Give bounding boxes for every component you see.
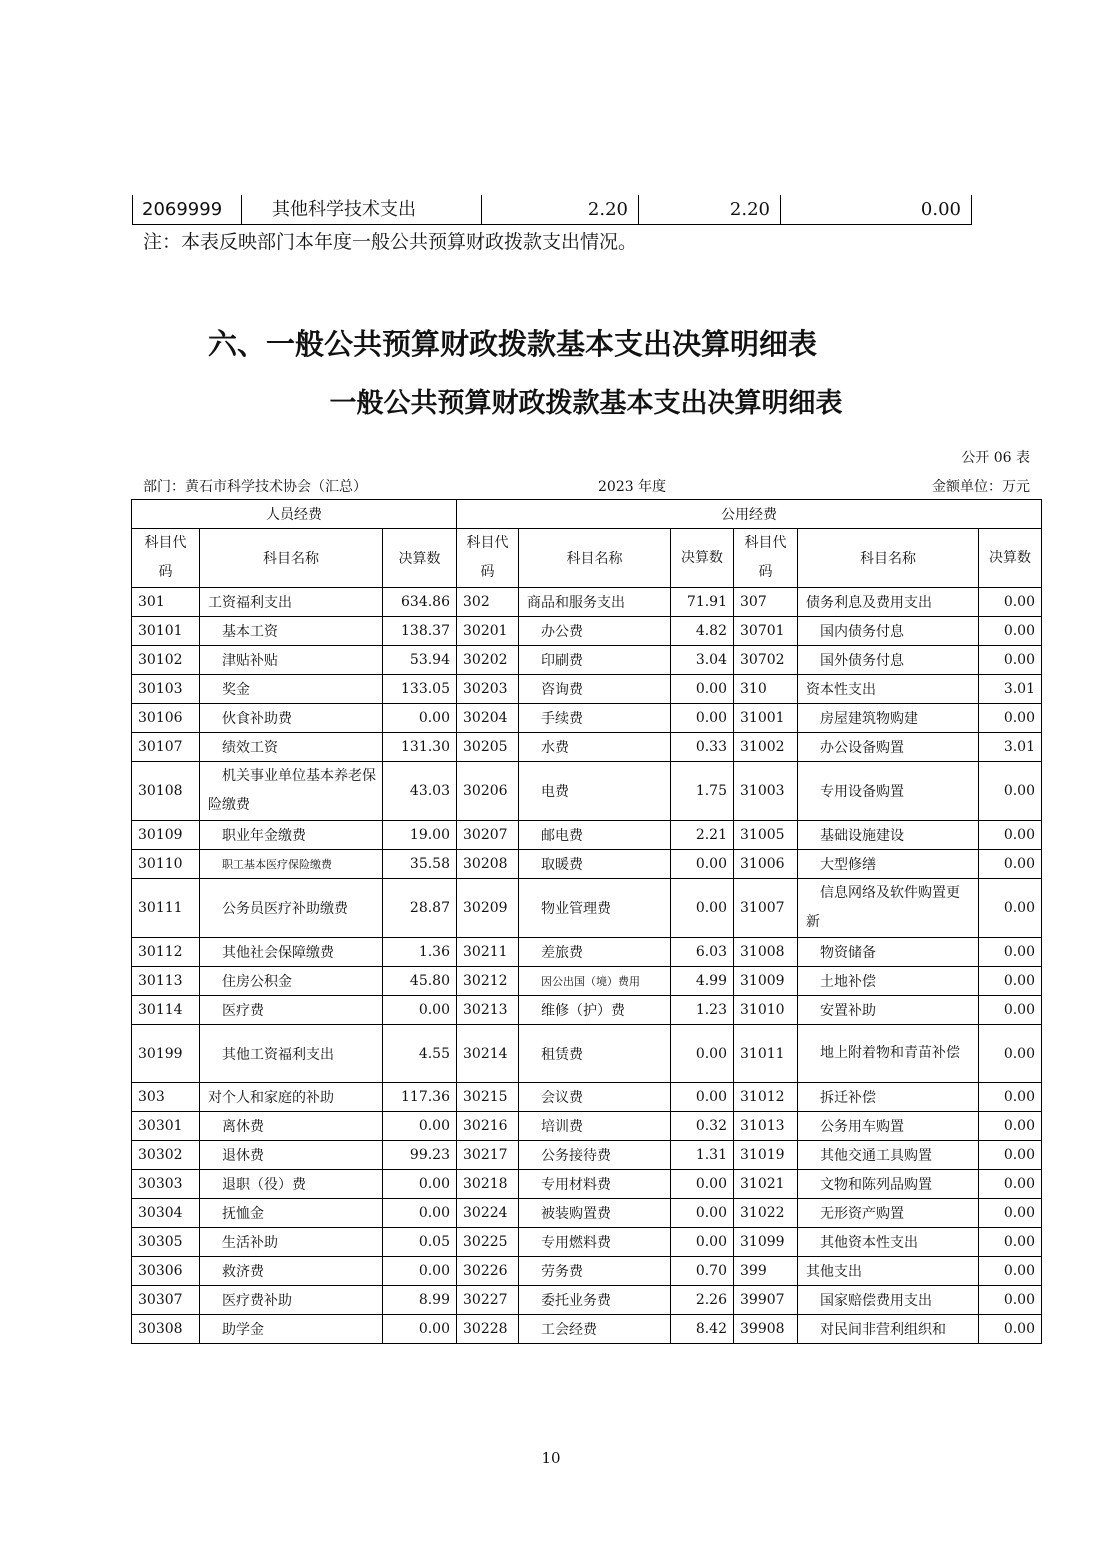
cell-code: 30209 bbox=[457, 879, 519, 938]
table-row bbox=[132, 1199, 1042, 1228]
cell-name: 印刷费 bbox=[519, 646, 671, 675]
cell-name: 租赁费 bbox=[519, 1025, 671, 1083]
continuation-value-1: 2.20 bbox=[482, 195, 639, 224]
cell-name: 其他社会保障缴费 bbox=[200, 938, 383, 967]
cell-amount: 71.91 bbox=[671, 588, 734, 617]
cell-code: 31011 bbox=[734, 1025, 798, 1083]
cell-name: 办公费 bbox=[519, 617, 671, 646]
cell-code: 30701 bbox=[734, 617, 798, 646]
cell-amount: 0.00 bbox=[979, 1286, 1042, 1315]
table-title: 一般公共预算财政拨款基本支出决算明细表 bbox=[329, 388, 843, 419]
cell-code: 39907 bbox=[734, 1286, 798, 1315]
cell-amount: 0.00 bbox=[671, 704, 734, 733]
table-note: 注：本表反映部门本年度一般公共预算财政拨款支出情况。 bbox=[143, 231, 638, 253]
cell-code: 30205 bbox=[457, 733, 519, 762]
cell-name: 公务员医疗补助缴费 bbox=[200, 879, 383, 938]
cell-code: 31099 bbox=[734, 1228, 798, 1257]
cell-name: 维修（护）费 bbox=[519, 996, 671, 1025]
table-row bbox=[132, 1025, 1042, 1083]
cell-name: 信息网络及软件购置更新 bbox=[798, 879, 979, 938]
cell-code: 30212 bbox=[457, 967, 519, 996]
cell-code: 307 bbox=[734, 588, 798, 617]
table-row bbox=[132, 1257, 1042, 1286]
cell-amount: 3.01 bbox=[979, 733, 1042, 762]
cell-code: 30114 bbox=[132, 996, 200, 1025]
cell-code: 31002 bbox=[734, 733, 798, 762]
cell-code: 31003 bbox=[734, 762, 798, 821]
cell-code: 30208 bbox=[457, 850, 519, 879]
cell-code: 31005 bbox=[734, 821, 798, 850]
cell-amount: 0.00 bbox=[383, 1199, 457, 1228]
cell-amount: 0.00 bbox=[979, 1025, 1042, 1083]
cell-code: 30304 bbox=[132, 1199, 200, 1228]
cell-code: 31007 bbox=[734, 879, 798, 938]
table-row bbox=[132, 879, 1042, 938]
table-row bbox=[132, 762, 1042, 821]
cell-code: 31001 bbox=[734, 704, 798, 733]
cell-name: 伙食补助费 bbox=[200, 704, 383, 733]
cell-code: 30228 bbox=[457, 1315, 519, 1344]
cell-name: 电费 bbox=[519, 762, 671, 821]
continuation-code: 2069999 bbox=[133, 195, 242, 224]
header-amount: 决算数 bbox=[979, 529, 1042, 588]
table-row bbox=[132, 850, 1042, 879]
cell-code: 31022 bbox=[734, 1199, 798, 1228]
cell-name: 生活补助 bbox=[200, 1228, 383, 1257]
continuation-value-2: 2.20 bbox=[639, 195, 781, 224]
cell-code: 30204 bbox=[457, 704, 519, 733]
cell-amount: 1.23 bbox=[671, 996, 734, 1025]
cell-name: 被装购置费 bbox=[519, 1199, 671, 1228]
cell-amount: 0.33 bbox=[671, 733, 734, 762]
table-row bbox=[132, 1112, 1042, 1141]
cell-name: 公务接待费 bbox=[519, 1141, 671, 1170]
cell-name: 手续费 bbox=[519, 704, 671, 733]
cell-amount: 2.26 bbox=[671, 1286, 734, 1315]
cell-code: 31019 bbox=[734, 1141, 798, 1170]
table-row bbox=[132, 733, 1042, 762]
table-row bbox=[132, 588, 1042, 617]
cell-code: 30206 bbox=[457, 762, 519, 821]
cell-amount: 4.99 bbox=[671, 967, 734, 996]
cell-amount: 8.99 bbox=[383, 1286, 457, 1315]
cell-amount: 0.00 bbox=[979, 1257, 1042, 1286]
cell-amount: 2.21 bbox=[671, 821, 734, 850]
cell-name: 委托业务费 bbox=[519, 1286, 671, 1315]
cell-name: 其他支出 bbox=[798, 1257, 979, 1286]
cell-code: 30306 bbox=[132, 1257, 200, 1286]
cell-name: 无形资产购置 bbox=[798, 1199, 979, 1228]
cell-amount: 0.00 bbox=[979, 762, 1042, 821]
table-row bbox=[132, 704, 1042, 733]
table-row bbox=[132, 967, 1042, 996]
cell-name: 取暖费 bbox=[519, 850, 671, 879]
cell-amount: 35.58 bbox=[383, 850, 457, 879]
cell-code: 30111 bbox=[132, 879, 200, 938]
cell-name: 退休费 bbox=[200, 1141, 383, 1170]
cell-amount: 634.86 bbox=[383, 588, 457, 617]
cell-amount: 138.37 bbox=[383, 617, 457, 646]
cell-name: 物资储备 bbox=[798, 938, 979, 967]
cell-code: 30109 bbox=[132, 821, 200, 850]
cell-amount: 43.03 bbox=[383, 762, 457, 821]
table-row bbox=[132, 675, 1042, 704]
cell-name: 住房公积金 bbox=[200, 967, 383, 996]
cell-code: 31013 bbox=[734, 1112, 798, 1141]
cell-name: 工资福利支出 bbox=[200, 588, 383, 617]
table-row bbox=[132, 1083, 1042, 1112]
header-name: 科目名称 bbox=[798, 529, 979, 588]
cell-amount: 53.94 bbox=[383, 646, 457, 675]
cell-amount: 0.00 bbox=[383, 1112, 457, 1141]
cell-code: 30101 bbox=[132, 617, 200, 646]
table-row bbox=[132, 996, 1042, 1025]
cell-code: 303 bbox=[132, 1083, 200, 1112]
cell-name: 培训费 bbox=[519, 1112, 671, 1141]
cell-code: 39908 bbox=[734, 1315, 798, 1344]
header-code: 科目代码 bbox=[734, 529, 798, 588]
cell-code: 31021 bbox=[734, 1170, 798, 1199]
cell-name: 离休费 bbox=[200, 1112, 383, 1141]
cell-code: 30227 bbox=[457, 1286, 519, 1315]
cell-name: 工会经费 bbox=[519, 1315, 671, 1344]
cell-amount: 0.00 bbox=[979, 617, 1042, 646]
cell-amount: 0.00 bbox=[979, 1170, 1042, 1199]
cell-amount: 0.00 bbox=[671, 850, 734, 879]
cell-code: 302 bbox=[457, 588, 519, 617]
cell-name: 土地补偿 bbox=[798, 967, 979, 996]
cell-name: 其他工资福利支出 bbox=[200, 1025, 383, 1083]
cell-code: 30213 bbox=[457, 996, 519, 1025]
cell-name: 会议费 bbox=[519, 1083, 671, 1112]
cell-code: 31010 bbox=[734, 996, 798, 1025]
cell-amount: 19.00 bbox=[383, 821, 457, 850]
cell-name: 公务用车购置 bbox=[798, 1112, 979, 1141]
cell-code: 30216 bbox=[457, 1112, 519, 1141]
cell-code: 30305 bbox=[132, 1228, 200, 1257]
cell-amount: 0.00 bbox=[979, 967, 1042, 996]
cell-code: 30113 bbox=[132, 967, 200, 996]
cell-name: 退职（役）费 bbox=[200, 1170, 383, 1199]
cell-code: 30225 bbox=[457, 1228, 519, 1257]
cell-amount: 0.00 bbox=[383, 996, 457, 1025]
cell-amount: 8.42 bbox=[671, 1315, 734, 1344]
cell-name: 职业年金缴费 bbox=[200, 821, 383, 850]
cell-name: 水费 bbox=[519, 733, 671, 762]
header-name: 科目名称 bbox=[519, 529, 671, 588]
cell-name: 因公出国（境）费用 bbox=[519, 967, 671, 996]
cell-code: 30201 bbox=[457, 617, 519, 646]
cell-name: 医疗费补助 bbox=[200, 1286, 383, 1315]
cell-code: 30702 bbox=[734, 646, 798, 675]
cell-amount: 4.82 bbox=[671, 617, 734, 646]
cell-code: 30107 bbox=[132, 733, 200, 762]
cell-code: 30302 bbox=[132, 1141, 200, 1170]
cell-code: 30224 bbox=[457, 1199, 519, 1228]
cell-name: 物业管理费 bbox=[519, 879, 671, 938]
cell-amount: 4.55 bbox=[383, 1025, 457, 1083]
cell-name: 劳务费 bbox=[519, 1257, 671, 1286]
header-name: 科目名称 bbox=[200, 529, 383, 588]
page-number: 10 bbox=[541, 1449, 561, 1467]
cell-amount: 45.80 bbox=[383, 967, 457, 996]
table-row bbox=[132, 617, 1042, 646]
cell-name: 国外债务付息 bbox=[798, 646, 979, 675]
cell-amount: 0.00 bbox=[979, 821, 1042, 850]
continuation-row bbox=[132, 195, 972, 225]
cell-code: 30217 bbox=[457, 1141, 519, 1170]
cell-name: 对民间非营利组织和 bbox=[798, 1315, 979, 1344]
expenditure-table bbox=[131, 499, 1042, 1344]
cell-amount: 0.00 bbox=[979, 1141, 1042, 1170]
cell-name: 基本工资 bbox=[200, 617, 383, 646]
cell-amount: 0.00 bbox=[979, 850, 1042, 879]
cell-code: 31012 bbox=[734, 1083, 798, 1112]
cell-amount: 1.75 bbox=[671, 762, 734, 821]
cell-amount: 0.00 bbox=[979, 646, 1042, 675]
department-label: 部门：黄石市科学技术协会（汇总） bbox=[143, 479, 367, 495]
continuation-value-3: 0.00 bbox=[781, 195, 972, 224]
cell-code: 30215 bbox=[457, 1083, 519, 1112]
table-row bbox=[132, 1315, 1042, 1344]
cell-code: 30102 bbox=[132, 646, 200, 675]
cell-amount: 0.00 bbox=[671, 1199, 734, 1228]
cell-amount: 1.36 bbox=[383, 938, 457, 967]
cell-code: 30226 bbox=[457, 1257, 519, 1286]
cell-amount: 0.00 bbox=[979, 1228, 1042, 1257]
group-header-personnel: 人员经费 bbox=[132, 500, 457, 529]
cell-amount: 0.00 bbox=[383, 1315, 457, 1344]
cell-amount: 0.32 bbox=[671, 1112, 734, 1141]
cell-amount: 0.00 bbox=[979, 1315, 1042, 1344]
cell-name: 其他资本性支出 bbox=[798, 1228, 979, 1257]
cell-amount: 3.01 bbox=[979, 675, 1042, 704]
cell-code: 30203 bbox=[457, 675, 519, 704]
header-code: 科目代码 bbox=[132, 529, 200, 588]
cell-code: 30110 bbox=[132, 850, 200, 879]
cell-code: 31008 bbox=[734, 938, 798, 967]
cell-name: 国家赔偿费用支出 bbox=[798, 1286, 979, 1315]
cell-amount: 0.00 bbox=[979, 588, 1042, 617]
cell-code: 30307 bbox=[132, 1286, 200, 1315]
cell-code: 30214 bbox=[457, 1025, 519, 1083]
amount-unit: 金额单位：万元 bbox=[932, 479, 1030, 495]
cell-name: 拆迁补偿 bbox=[798, 1083, 979, 1112]
cell-name: 专用设备购置 bbox=[798, 762, 979, 821]
cell-code: 31006 bbox=[734, 850, 798, 879]
cell-name: 基础设施建设 bbox=[798, 821, 979, 850]
cell-amount: 0.00 bbox=[979, 879, 1042, 938]
cell-amount: 131.30 bbox=[383, 733, 457, 762]
cell-code: 310 bbox=[734, 675, 798, 704]
group-header-public: 公用经费 bbox=[457, 500, 1042, 529]
cell-amount: 0.00 bbox=[979, 1112, 1042, 1141]
cell-name: 国内债务付息 bbox=[798, 617, 979, 646]
cell-amount: 0.05 bbox=[383, 1228, 457, 1257]
cell-name: 助学金 bbox=[200, 1315, 383, 1344]
cell-code: 30303 bbox=[132, 1170, 200, 1199]
cell-name: 大型修缮 bbox=[798, 850, 979, 879]
cell-code: 30308 bbox=[132, 1315, 200, 1344]
cell-amount: 0.00 bbox=[671, 1083, 734, 1112]
cell-amount: 0.70 bbox=[671, 1257, 734, 1286]
cell-name: 奖金 bbox=[200, 675, 383, 704]
cell-amount: 0.00 bbox=[979, 996, 1042, 1025]
cell-name: 债务利息及费用支出 bbox=[798, 588, 979, 617]
table-row bbox=[132, 1141, 1042, 1170]
cell-name: 办公设备购置 bbox=[798, 733, 979, 762]
cell-name: 专用燃料费 bbox=[519, 1228, 671, 1257]
cell-name: 绩效工资 bbox=[200, 733, 383, 762]
cell-code: 30103 bbox=[132, 675, 200, 704]
cell-name: 商品和服务支出 bbox=[519, 588, 671, 617]
cell-amount: 0.00 bbox=[979, 938, 1042, 967]
cell-name: 邮电费 bbox=[519, 821, 671, 850]
header-code: 科目代码 bbox=[457, 529, 519, 588]
cell-name: 安置补助 bbox=[798, 996, 979, 1025]
table-row bbox=[132, 821, 1042, 850]
cell-amount: 0.00 bbox=[671, 675, 734, 704]
table-row bbox=[132, 1170, 1042, 1199]
cell-name: 房屋建筑物购建 bbox=[798, 704, 979, 733]
cell-amount: 0.00 bbox=[383, 704, 457, 733]
continuation-name: 其他科学技术支出 bbox=[242, 195, 482, 224]
table-row bbox=[132, 1286, 1042, 1315]
cell-code: 30207 bbox=[457, 821, 519, 850]
cell-code: 31009 bbox=[734, 967, 798, 996]
cell-amount: 0.00 bbox=[671, 1228, 734, 1257]
cell-name: 抚恤金 bbox=[200, 1199, 383, 1228]
cell-code: 30199 bbox=[132, 1025, 200, 1083]
cell-name: 对个人和家庭的补助 bbox=[200, 1083, 383, 1112]
cell-name: 机关事业单位基本养老保险缴费 bbox=[200, 762, 383, 821]
cell-name: 津贴补贴 bbox=[200, 646, 383, 675]
cell-name: 地上附着物和青苗补偿 bbox=[798, 1025, 979, 1083]
section-heading: 六、一般公共预算财政拨款基本支出决算明细表 bbox=[207, 327, 817, 361]
header-amount: 决算数 bbox=[671, 529, 734, 588]
cell-name: 职工基本医疗保险缴费 bbox=[200, 850, 383, 879]
cell-amount: 0.00 bbox=[671, 879, 734, 938]
cell-amount: 0.00 bbox=[979, 1199, 1042, 1228]
cell-amount: 0.00 bbox=[383, 1170, 457, 1199]
form-number: 公开 06 表 bbox=[961, 450, 1030, 466]
header-amount: 决算数 bbox=[383, 529, 457, 588]
cell-code: 301 bbox=[132, 588, 200, 617]
cell-amount: 117.36 bbox=[383, 1083, 457, 1112]
table-row bbox=[132, 938, 1042, 967]
cell-amount: 28.87 bbox=[383, 879, 457, 938]
cell-amount: 3.04 bbox=[671, 646, 734, 675]
cell-amount: 0.00 bbox=[671, 1025, 734, 1083]
cell-name: 救济费 bbox=[200, 1257, 383, 1286]
cell-name: 差旅费 bbox=[519, 938, 671, 967]
cell-amount: 0.00 bbox=[671, 1170, 734, 1199]
cell-name: 文物和陈列品购置 bbox=[798, 1170, 979, 1199]
cell-name: 资本性支出 bbox=[798, 675, 979, 704]
table-row bbox=[132, 646, 1042, 675]
cell-name: 其他交通工具购置 bbox=[798, 1141, 979, 1170]
cell-code: 30301 bbox=[132, 1112, 200, 1141]
cell-code: 399 bbox=[734, 1257, 798, 1286]
cell-code: 30202 bbox=[457, 646, 519, 675]
cell-amount: 133.05 bbox=[383, 675, 457, 704]
cell-code: 30211 bbox=[457, 938, 519, 967]
cell-amount: 0.00 bbox=[383, 1257, 457, 1286]
cell-code: 30218 bbox=[457, 1170, 519, 1199]
cell-amount: 6.03 bbox=[671, 938, 734, 967]
cell-name: 医疗费 bbox=[200, 996, 383, 1025]
cell-name: 咨询费 bbox=[519, 675, 671, 704]
cell-name: 专用材料费 bbox=[519, 1170, 671, 1199]
cell-code: 30106 bbox=[132, 704, 200, 733]
table-row bbox=[132, 1228, 1042, 1257]
cell-amount: 0.00 bbox=[979, 704, 1042, 733]
cell-amount: 1.31 bbox=[671, 1141, 734, 1170]
cell-code: 30108 bbox=[132, 762, 200, 821]
fiscal-year: 2023 年度 bbox=[598, 479, 667, 495]
cell-amount: 99.23 bbox=[383, 1141, 457, 1170]
cell-code: 30112 bbox=[132, 938, 200, 967]
cell-amount: 0.00 bbox=[979, 1083, 1042, 1112]
